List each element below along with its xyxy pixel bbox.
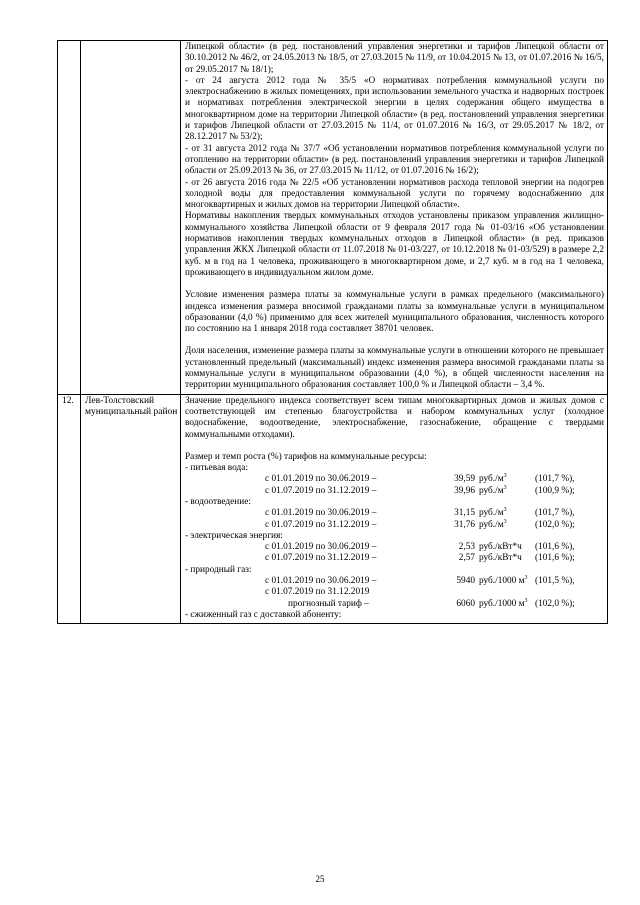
tariff-row: с 01.07.2019 по 31.12.2019 – 39,96 $руб./м^3$ (100,9 %);: [265, 484, 575, 496]
water-label: - питьевая вода:: [185, 463, 248, 474]
district-cell: [81, 41, 181, 395]
paragraph: Нормативы накопления твердых коммунальных отходов установлены приказом управления жилищно-коммунального хозяйства Липецкой области от 9 февраля 2017 года № 01-03/16 «Об установлении нормативов накопления твердых коммунальных отходов в Липецкой области» (в ред. приказов управления ЖКХ Липецкой области от 11.07.2018 № 01-03/227, от 10.12.2018 № 01-03/529) в размере 2,2 куб. м в год на 1 человека, проживающего в многоквартирном доме, и 2,7 куб. м в год на 1 человека, проживающего в индивидуальном жилом доме.: [185, 211, 604, 278]
tariff-row: с 01.07.2019 по 31.12.2019 – 2,57 руб./кВт*ч (101,6 %);: [265, 553, 575, 564]
paragraph-condition: Условие изменения размера платы за коммунальные услуги в рамках предельного (максимального) индекса изменения размера вносимой гражданами платы за коммунальные услуги в муниципальном образовании (4,0 %) применимо для всех жителей муниципального образования, численность которого по состоянию на 1 января 2018 года составляет 38701 человек.: [185, 290, 604, 335]
row-number-cell: [58, 41, 81, 395]
table-row-12: [58, 394, 608, 624]
paragraph-share: Доля населения, изменение размера платы за коммунальные услуги в отношении которого не превышает установленный предельный (максимальный) индекс изменения размера вносимой гражданами платы за коммунальные услуги в муниципальном образовании (4,0 %), в общей численности населения на территории муниципального образования составляет 100,0 % и Липецкой области – 3,4 %.: [185, 346, 604, 391]
paragraph: Липецкой области» (в ред. постановлений управления энергетики и тарифов Липецкой области от 30.10.2012 № 46/2, от 24.05.2013 № 18/5, от 27.03.2015 № 11/9, от 10.04.2015 № 13, от 01.07.2016 № 16/5, от 29.05.2017 № 18/1);: [185, 42, 604, 75]
paragraph: - от 31 августа 2012 года № 37/7 «Об установлении нормативов потребления коммунальной услуги по отоплению на территории области» (в ред. постановлений управления энергетики и тарифов Липецкой области от 25.09.2013 № 36, от 27.03.2015 № 11/12, от 01.07.2016 № 16/2);: [185, 143, 604, 177]
lpg-label: - сжиженный газ с доставкой абоненту:: [185, 609, 342, 620]
table-row-previous: [58, 41, 608, 395]
paragraph: - от 24 августа 2012 года № 35/5 «О нормативах потребления коммунальной услуги по электроснабжению в жилых помещениях, при использовании земельного участка и надворных построек и нормативах потребления электрической энергии в целях содержания общего имущества в многоквартирном доме на территории Липецкой области» (в ред. постановлений управления энергетики и тарифов Липецкой области от 27.03.2015 № 11/4, от 01.07.2016 № 16/3, от 29.05.2017 № 18/2, от 28.12.2017 № 53/2);: [185, 75, 604, 143]
tariff-row: с 01.01.2019 по 30.06.2019 – 31,15 $руб./м^3$ (101,7 %),: [265, 507, 575, 519]
row-number-cell: [58, 394, 81, 624]
district-name: Лев-Толстовский муниципальный район: [85, 395, 178, 417]
paragraph: - от 26 августа 2016 года № 22/5 «Об установлении нормативов расхода тепловой энергии на подогрев холодной воды для предоставления коммунальной услуги по горячему водоснабжению для многоквартирных и жилых домов на территории Липецкой области».: [185, 177, 604, 211]
tariff-row: с 01.01.2019 по 30.06.2019 – 5940 руб./1000 $м^3$ (101,5 %),: [265, 574, 575, 587]
row-number: 12.: [62, 395, 74, 406]
tariff-row: с 01.07.2019 по 31.12.2019: [265, 587, 370, 598]
tariff-row: с 01.01.2019 по 30.06.2019 – 39,59 $руб./м^3$ (101,7 %),: [265, 473, 575, 485]
content-table: [57, 40, 608, 624]
intro-paragraph: Значение предельного индекса соответствует всем типам многоквартирных домов и жилых домов с соответствующей им степенью благоустройства и набором коммунальных услуг (холодное водоснабжение, водоотведение, электроснабжение, газоснабжение, обращение с твердыми коммунальными отходами).: [185, 395, 604, 440]
district-cell: [81, 394, 181, 624]
tariff-row: с 01.01.2019 по 30.06.2019 – 2,53 руб./кВт*ч (101,6 %),: [265, 542, 575, 553]
page-number: 25: [315, 874, 325, 884]
tariffs-heading: Размер и темп роста (%) тарифов на коммунальные ресурсы:: [185, 451, 427, 462]
description-cell: [181, 394, 608, 624]
description-cell: [181, 41, 608, 395]
electric-label: - электрическая энергия:: [185, 530, 283, 541]
tariff-row: с 01.07.2019 по 31.12.2019 – 31,76 $руб./м^3$ (102,0 %);: [265, 518, 575, 530]
tariff-row: прогнозный тариф – 6060 руб./1000 $м^3$ (102,0 %);: [288, 597, 575, 609]
sewer-label: - водоотведение:: [185, 496, 251, 507]
gas-label: - природный газ:: [185, 564, 252, 575]
